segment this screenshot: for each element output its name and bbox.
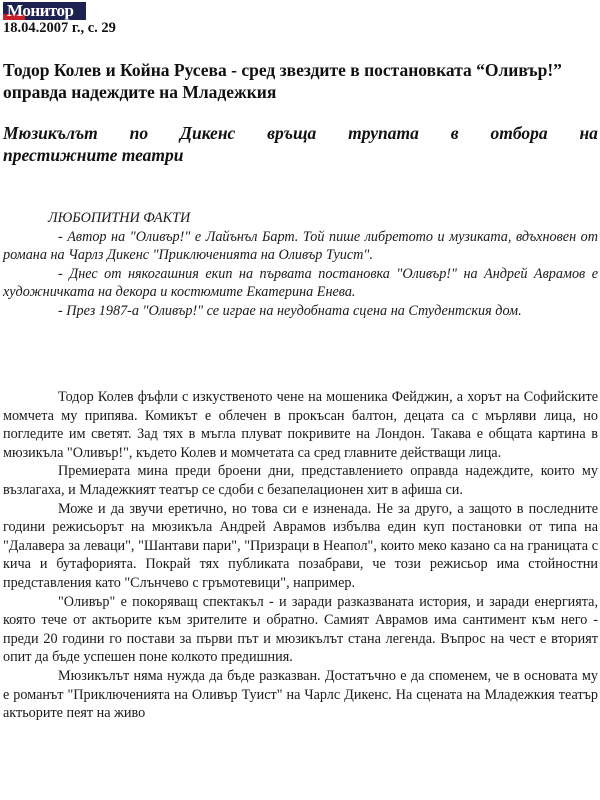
subheadline-word: отбора <box>490 123 548 143</box>
subheadline-word: на <box>579 123 598 143</box>
logo-text: Монитор <box>7 2 74 20</box>
subheadline-line-2: престижните театри <box>3 145 184 165</box>
fun-facts-title: ЛЮБОПИТНИ ФАКТИ <box>48 210 191 226</box>
publication-logo <box>3 2 86 20</box>
date-page: 18.04.2007 г., с. 29 <box>3 20 116 36</box>
subheadline <box>3 122 598 166</box>
subheadline-word: трупата <box>348 123 419 143</box>
headline: Тодор Колев и Койна Русева - сред звездите в постановката “Оливър!” оправда надеждите на Младежкия <box>3 60 562 102</box>
subheadline-word: Дикенс <box>180 123 236 143</box>
body-paragraph: Тодор Колев фъфли с изкуственото чене на мошеника Фейджин, а хорът на Софийските момчета му припява. Комикът е облечен в прокъсан балтон, децата са с мърляви лица, но погледите им светят. Зад тях в мъгла плуват покривите на Лондон. Такава е общата картина в мюзикъла "Оливър!", където Колев и момчетата са сред главните действащи лица. <box>3 389 598 461</box>
subheadline-word: връща <box>267 123 317 143</box>
body-paragraph: "Оливър" е покоряващ спектакъл - и заради разказваната история, и заради енергията, която тече от актьорите към зрителите и обратно. Самият Аврамов има сантимент към него - преди 20 години го постави за първи път и мюзикълът стана легенда. Въпрос на чест е вторият опит да бъде успешен поне колкото предишния. <box>3 593 598 666</box>
subheadline-word: Мюзикълът <box>3 123 98 143</box>
body-paragraph: Премиерата мина преди броени дни, представлението оправда надеждите, които му възлагаха, и Младежкият театър се сдоби с безапелационен хит в афиша си. <box>3 463 598 498</box>
subheadline-word: по <box>129 123 149 143</box>
subheadline-word: в <box>450 123 459 143</box>
article-body <box>3 388 598 723</box>
fact-item: - Автор на "Оливър!" е Лайънъл Барт. Той пише либретото и музиката, вдъхновен от романа на Чарлз Дикенс "Приключенията на Оливър Туист". <box>3 228 598 264</box>
fun-facts-box <box>3 209 598 321</box>
body-paragraph: Може и да звучи еретично, но това си е изненада. Не за друго, а защото в последните години режисьорът на мюзикъла Андрей Аврамов избълва един куп постановки от типа на "Далавера за леваци", "Шантави пари", "Призраци в Неапол", които меко казано са на границата с кича и бутафорията. Покрай тях публиката позабрави, че този режисьор има стойностни представления като "Слънчево с гръмотевици", например. <box>3 500 598 591</box>
fact-item: - През 1987-а "Оливър!" се играе на неудобната сцена на Студентския дом. <box>58 302 522 319</box>
fact-item: - Днес от някогашния екип на първата постановка "Оливър!" на Андрей Аврамов е художничката на декора и костюмите Екатерина Енева. <box>3 265 598 301</box>
subheadline-line-1 <box>3 122 598 144</box>
body-paragraph: Мюзикълът няма нужда да бъде разказван. Достатъчно е да споменем, че в основата му е романът "Приключенията на Оливър Туист" на Чарлс Дикенс. На сцената на Младежкия театър актьорите пеят на живо <box>3 667 598 722</box>
